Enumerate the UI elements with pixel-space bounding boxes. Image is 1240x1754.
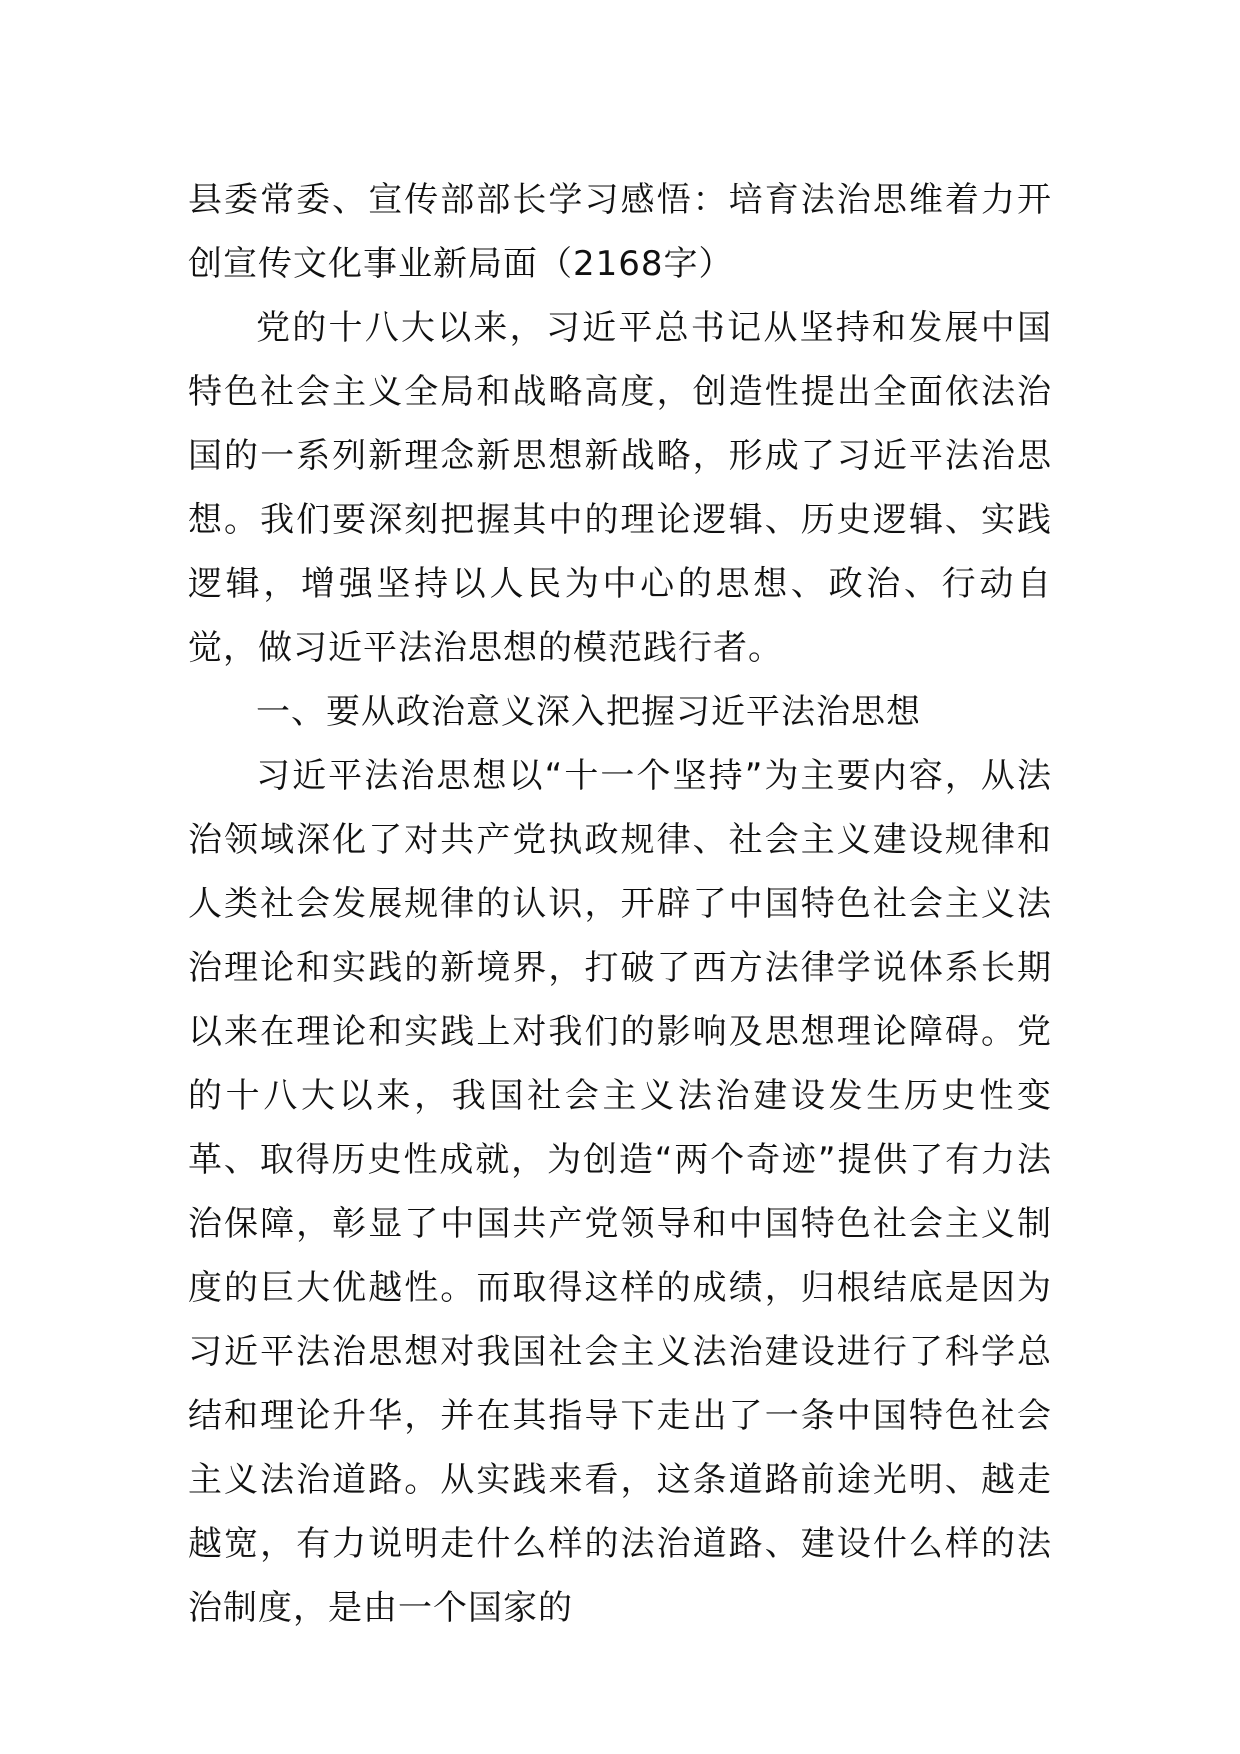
document-body xyxy=(188,168,1052,1640)
intro-paragraph: 党的十八大以来，习近平总书记从坚持和发展中国特色社会主义全局和战略高度，创造性提出全面依法治国的一系列新理念新思想新战略，形成了习近平法治思想。我们要深刻把握其中的理论逻辑、历史逻辑、实践逻辑，增强坚持以人民为中心的思想、政治、行动自觉，做习近平法治思想的模范践行者。 xyxy=(188,308,1052,668)
body-paragraph: 习近平法治思想以“十一个坚持”为主要内容，从法治领域深化了对共产党执政规律、社会主义建设规律和人类社会发展规律的认识，开辟了中国特色社会主义法治理论和实践的新境界，打破了西方法律学说体系长期以来在理论和实践上对我们的影响及思想理论障碍。党的十八大以来，我国社会主义法治建设发生历史性变革、取得历史性成就，为创造“两个奇迹”提供了有力法治保障，彰显了中国共产党领导和中国特色社会主义制度的巨大优越性。而取得这样的成绩，归根结底是因为习近平法治思想对我国社会主义法治建设进行了科学总结和理论升华，并在其指导下走出了一条中国特色社会主义法治道路。从实践来看，这条道路前途光明、越走越宽，有力说明走什么样的法治道路、建设什么样的法治制度，是由一个国家的 xyxy=(188,756,1052,1628)
document-title: 县委常委、宣传部部长学习感悟：培育法治思维着力开创宣传文化事业新局面（2168字） xyxy=(188,180,1052,284)
section-heading: 一、要从政治意义深入把握习近平法治思想 xyxy=(256,692,921,732)
